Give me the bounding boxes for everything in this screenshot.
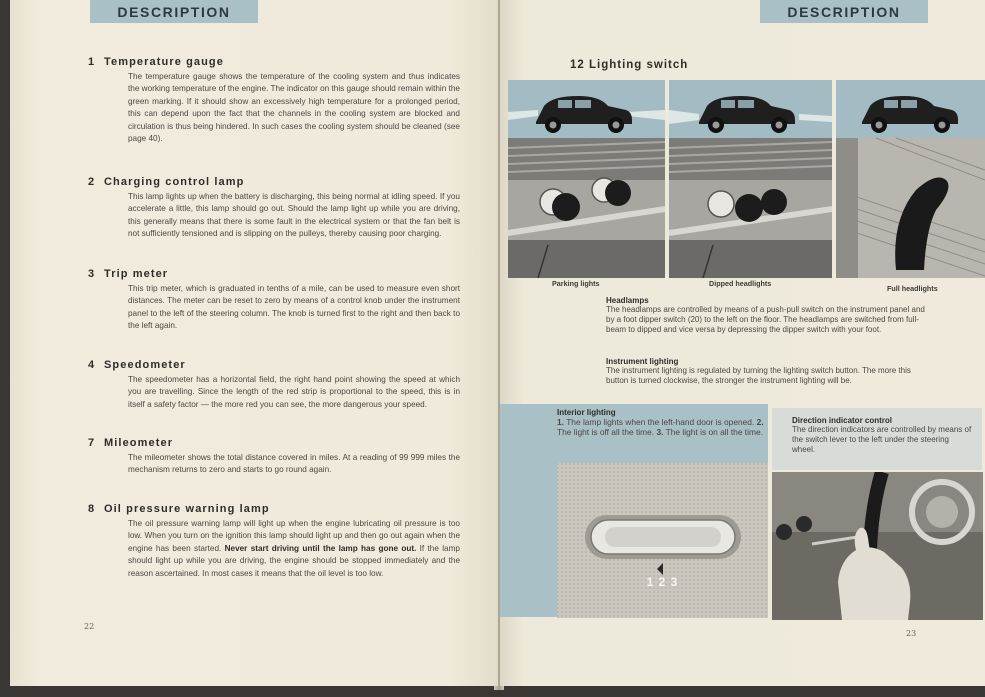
- instrument-lighting-text: The instrument lighting is regulated by turning the lighting switch button. The more this button is turned clockwise, the stronger the instrument lighting will be.: [606, 366, 911, 385]
- section-title: 4 Speedometer: [88, 359, 186, 371]
- section-oil-pressure-warning-lamp: [88, 503, 460, 580]
- headlamps-text: The headlamps are controlled by means of a push-pull switch on the instrument panel and by a foot dipper switch (20) to the left on the floor. The headlamps are switched from full-beam to dipped and vice versa by depressing the dipper switch with your foot.: [606, 305, 925, 334]
- instrument-lighting-heading: Instrument lighting: [606, 357, 679, 366]
- section-title-lighting-switch: 12 Lighting switch: [570, 59, 689, 71]
- section-body: This trip meter, which is graduated in tenths of a mile, can be used to measure even short distances. The meter can be reset to zero by means of a control knob under the instrument panel to the left of the steering column. The knob is turned first to the right and then back to the left again.: [128, 284, 460, 331]
- section-body: The oil pressure warning lamp will light up when the engine lubricating oil pressure is too low. When you turn on the ignition this lamp should light up and then go out again when the engine has been started. Never start driving until the lamp has gone out. If the lamp should light up while you are driving, the engine should be stopped immediately and the reason ascertained. In most cases it means that the oil level is too low.: [128, 519, 460, 578]
- interior-lighting-block: [557, 408, 765, 437]
- direction-indicator-heading: Direction indicator control: [792, 416, 893, 425]
- lamp-switch-positions: 1 2 3: [646, 575, 679, 589]
- headlamps-block: [606, 296, 931, 335]
- direction-indicator-block: [792, 416, 974, 455]
- section-temperature-gauge: [88, 56, 460, 145]
- page-number: 23: [906, 629, 917, 638]
- direction-indicator-text: The direction indicators are controlled by means of the switch lever to the left under the steering wheel.: [792, 425, 972, 454]
- interior-lamp-icon: [585, 515, 741, 559]
- section-mileometer: [88, 437, 460, 477]
- section-title: 2 Charging control lamp: [88, 176, 245, 188]
- section-speedometer: [88, 359, 460, 411]
- section-body: The mileometer shows the total distance covered in miles. At a reading of 99 999 miles the mechanism returns to zero and starts to go round again.: [128, 453, 460, 475]
- page-number: 22: [84, 622, 95, 631]
- section-body: The speedometer has a horizontal field, the right hand point showing the speed at which you are travelling. Since the length of the red strip is proportional to the speed, this is in itself a safety factor — the more red you can see, the more dangerous your speed.: [128, 375, 460, 409]
- section-body: The temperature gauge shows the temperature of the cooling system and thus indicates the working temperature of the engine. The indicator on this gauge should remain within the green marking. If it should show an excessively high temperature for a prolonged period, this can depend upon the fact that the channels in the cooling system are blocked and circulation is thus being hindered. In such cases the cooling system should be cleaned (see page 40).: [128, 72, 460, 144]
- caption-dipped-headlights: Dipped headlights: [709, 279, 772, 288]
- instrument-lighting-block: [606, 357, 931, 386]
- left-page-banner: DESCRIPTION: [90, 0, 258, 23]
- caption-parking-lights: Parking lights: [552, 279, 600, 288]
- photo-interior-lamp: [557, 463, 768, 618]
- section-body: This lamp lights up when the battery is discharging, this being normal at idling speed. If you accelerate a little, this lamp should go out. Should the lamp light up while you are driving, this generally means that there is some fault in the electrical system or that the fan belt is not sufficiently tensioned and is slipping on the pulleys, thereby causing poor charging.: [128, 192, 460, 239]
- right-page: [500, 0, 985, 686]
- emphasis-warning: Never start driving until the lamp has gone out.: [224, 543, 417, 553]
- photo-full-headlights: [836, 80, 985, 278]
- headlamps-heading: Headlamps: [606, 296, 649, 305]
- photo-direction-indicator: [772, 472, 983, 620]
- section-title: 3 Trip meter: [88, 268, 169, 280]
- interior-lighting-heading: Interior lighting: [557, 408, 616, 417]
- section-trip-meter: [88, 268, 460, 333]
- section-title: 1 Temperature gauge: [88, 56, 224, 68]
- left-page: [10, 0, 498, 686]
- section-title: 8 Oil pressure warning lamp: [88, 503, 270, 515]
- photo-parking-lights: [508, 80, 665, 278]
- right-page-banner: DESCRIPTION: [760, 0, 928, 23]
- section-charging-control-lamp: [88, 176, 460, 241]
- interior-lighting-text: 1. The lamp lights when the left-hand door is opened. 2. The light is off all the time. 3. The light is on all the time.: [557, 417, 764, 437]
- photo-dipped-headlights: [669, 80, 832, 278]
- section-title: 7 Mileometer: [88, 437, 174, 449]
- caption-full-headlights: Full headlights: [887, 284, 938, 293]
